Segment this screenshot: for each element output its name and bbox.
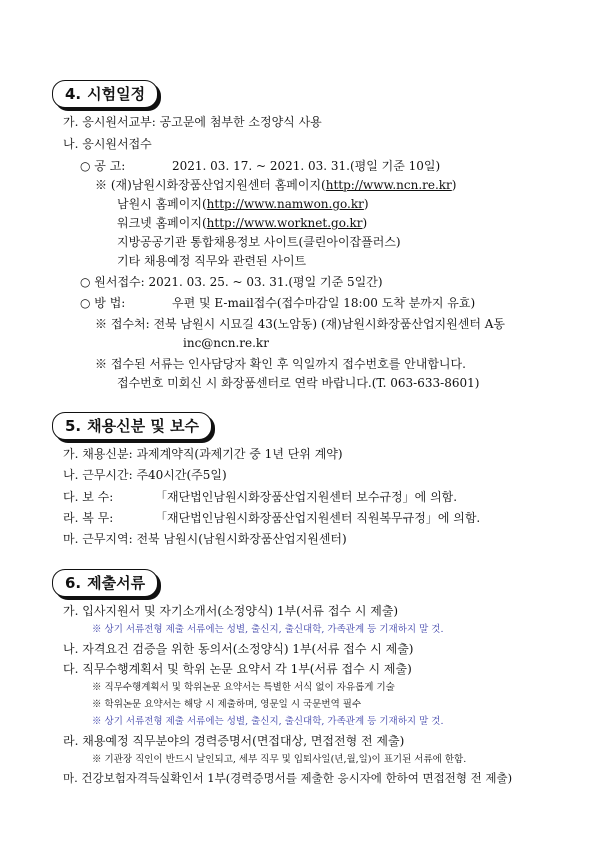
section-number: 4. [65, 85, 82, 103]
section-4-header [52, 80, 158, 108]
sec4-site-3 [117, 215, 367, 231]
section-number: 6. [65, 574, 82, 592]
site-2-suffix: ) [363, 197, 369, 211]
section-number: 5. [65, 417, 82, 435]
sec6-item-b: 나. 자격요건 검증을 위한 동의서(소정양식) 1부(서류 접수 시 제출) [63, 642, 414, 656]
site-3-suffix: ) [362, 216, 368, 230]
sec4-notice-2: ※ 접수된 서류는 인사담당자 확인 후 익일까지 접수번호를 안내합니다. [95, 357, 466, 371]
duty-label: 라. 복 무: [63, 511, 114, 525]
site-1-suffix: ) [451, 178, 457, 192]
sec4-site-1 [95, 177, 456, 193]
method-label: ○ 방 법: [80, 296, 126, 310]
ncn-link[interactable]: http://www.ncn.re.kr [325, 178, 452, 192]
section-6-header [52, 569, 158, 597]
method-text: 우편 및 E-mail접수(접수마감일 18:00 도착 분까지 유효) [172, 296, 476, 310]
site-3-prefix: 워크넷 홈페이지( [117, 216, 207, 230]
worknet-link[interactable]: http://www.worknet.go.kr [206, 216, 363, 230]
sec6-note-c3: ※ 상기 서류전형 제출 서류에는 성별, 출신지, 출신대학, 가족관계 등 기재하지 말 것. [92, 716, 444, 727]
duty-text: 「재단법인남원시화장품산업지원센터 직원복무규정」에 의함. [155, 511, 481, 525]
namwon-link[interactable]: http://www.namwon.go.kr [206, 197, 364, 211]
sec5-item-b: 나. 근무시간: 주40시간(주5일) [63, 468, 227, 482]
sec6-item-d: 라. 채용예정 직무분야의 경력증명서(면접대상, 면접전형 전 제출) [63, 734, 405, 748]
sec6-note-a: ※ 상기 서류전형 제출 서류에는 성별, 출신지, 출신대학, 가족관계 등 기재하지 말 것. [92, 624, 444, 635]
sec4-site-5: 기타 채용예정 직무와 관련된 사이트 [117, 254, 307, 268]
section-title: 제출서류 [87, 574, 146, 592]
notice-label: ○ 공 고: [80, 159, 126, 173]
sec6-item-e: 마. 건강보험자격득실확인서 1부(경력증명서를 제출한 응시자에 한하여 면접전형 전 제출) [63, 771, 513, 785]
sec4-method [80, 295, 475, 311]
sec4-email: inc@ncn.re.kr [183, 336, 269, 350]
notice-text: 2021. 03. 17. ~ 2021. 03. 31.(평일 기준 10일) [172, 159, 441, 173]
sec4-item-a: 가. 응시원서교부: 공고문에 첨부한 소정양식 사용 [63, 115, 322, 129]
sec5-item-e: 마. 근무지역: 전북 남원시(남원시화장품산업지원센터) [63, 532, 347, 546]
section-5-header [52, 412, 212, 440]
sec6-item-a: 가. 입사지원서 및 자기소개서(소정양식) 1부(서류 접수 시 제출) [63, 604, 399, 618]
site-2-prefix: 남원시 홈페이지( [117, 197, 207, 211]
sec4-site-4: 지방공공기관 통합채용정보 사이트(클린아이잡플러스) [117, 235, 401, 249]
sec4-notice [80, 158, 440, 174]
sec6-note-d: ※ 기관장 직인이 반드시 날인되고, 세부 직무 및 입퇴사일(년,월,일)이 표기된 서류에 한함. [92, 754, 467, 765]
pay-label: 다. 보 수: [63, 490, 114, 504]
sec4-item-b: 나. 응시원서접수 [63, 137, 152, 151]
site-1-prefix: ※ (재)남원시화장품산업지원센터 홈페이지( [95, 178, 326, 192]
sec5-item-a: 가. 채용신분: 과제계약직(과제기간 중 1년 단위 계약) [63, 447, 343, 461]
section-title: 시험일정 [87, 85, 146, 103]
sec4-receive-period: ○ 원서접수: 2021. 03. 25. ~ 03. 31.(평일 기준 5일간) [80, 275, 383, 289]
sec4-site-2 [117, 196, 369, 212]
sec6-note-c2: ※ 학위논문 요약서는 해당 시 제출하며, 영문일 시 국문번역 필수 [92, 699, 362, 710]
sec5-item-d [63, 510, 480, 526]
pay-text: 「재단법인남원시화장품산업지원센터 보수규정」에 의함. [155, 490, 458, 504]
sec5-item-c [63, 489, 457, 505]
section-title: 채용신분 및 보수 [87, 417, 200, 435]
sec6-item-c: 다. 직무수행계획서 및 학위 논문 요약서 각 1부(서류 접수 시 제출) [63, 662, 412, 676]
sec4-place: ※ 접수처: 전북 남원시 시묘길 43(노암동) (재)남원시화장품산업지원센터 A동 [95, 317, 505, 331]
sec6-note-c1: ※ 직무수행계획서 및 학위논문 요약서는 특별한 서식 없이 자유롭게 기술 [92, 682, 395, 693]
sec4-notice-3: 접수번호 미회신 시 화장품센터로 연락 바랍니다.(T. 063-633-8601) [117, 376, 480, 390]
